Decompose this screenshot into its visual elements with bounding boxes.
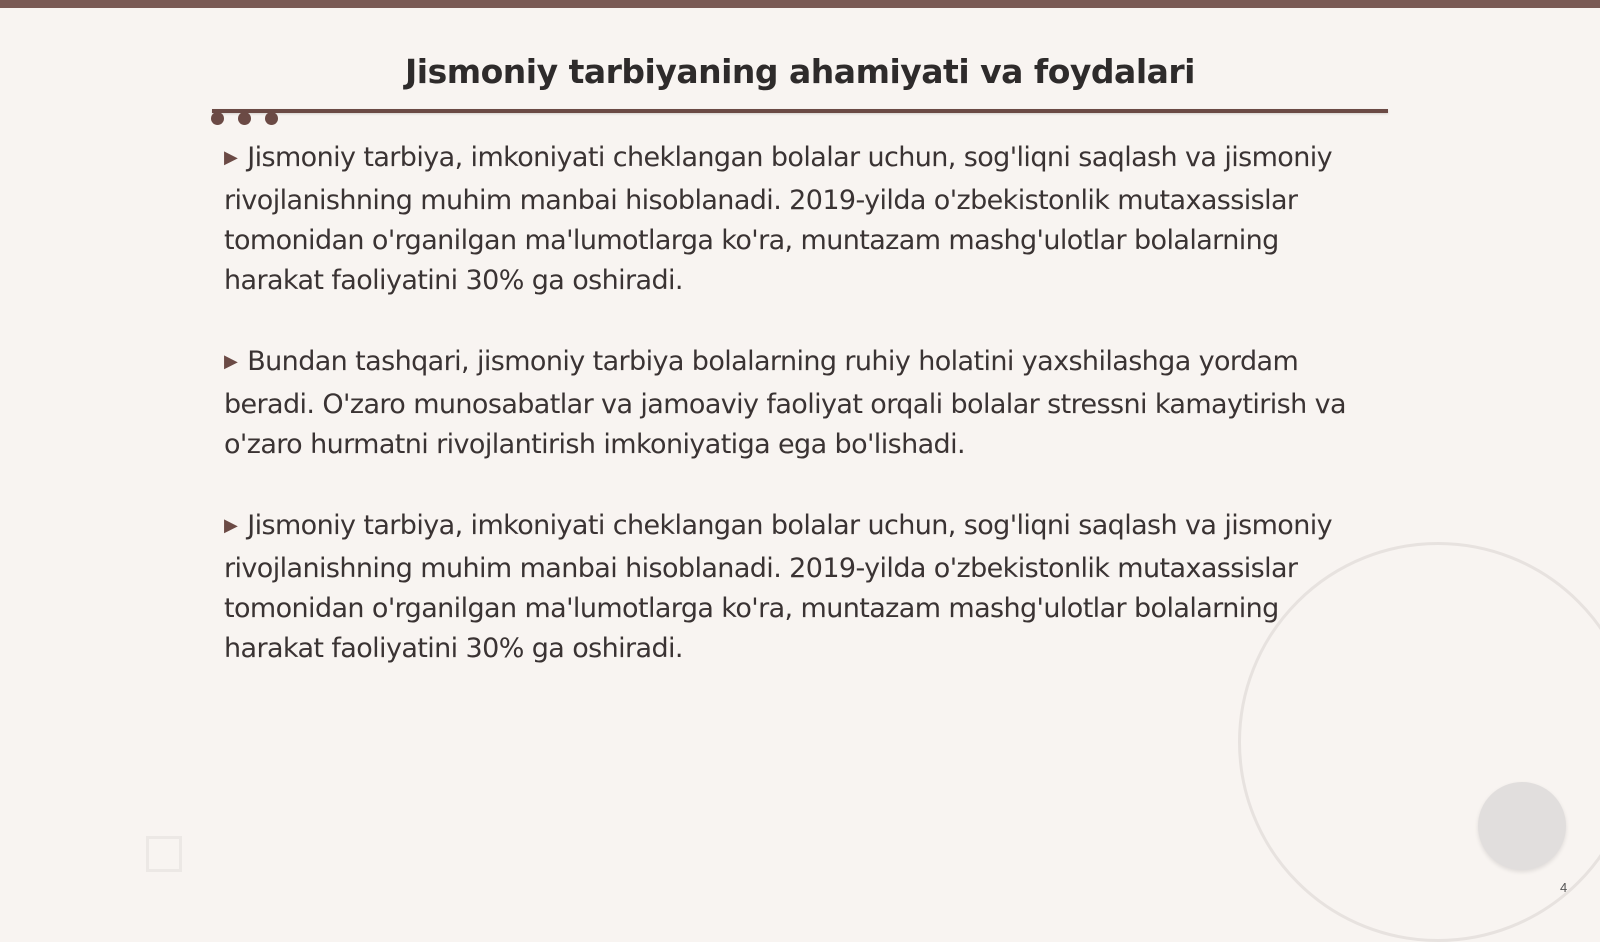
triangle-right-icon: ▶ — [224, 515, 238, 536]
paragraph-text: Jismoniy tarbiya, imkoniyati cheklangan bolalar uchun, sog'liqni saqlash va jismoniy rivojlanishning muhim manbai hisoblanadi. 2019-yilda o'zbekistonlik mutaxassislar tomonidan o'rganilgan ma'lumotlarga ko'ra, muntazam mashg'ulotlar bolalarning harakat faoliyatini 30% ga oshiradi. — [224, 142, 1333, 296]
page-number: 4 — [1560, 880, 1568, 895]
bullet-paragraph — [224, 342, 1364, 465]
paragraph-text: Bundan tashqari, jismoniy tarbiya bolalarning ruhiy holatini yaxshilashga yordam beradi. O'zaro munosabatlar va jamoaviy faoliyat orqali bolalar stressni kamaytirish va o'zaro hurmatni rivojlantirish imkoniyatiga ega bo'lishadi. — [224, 346, 1346, 460]
slide-title: Jismoniy tarbiyaning ahamiyati va foydalari — [405, 52, 1195, 91]
title-divider — [212, 109, 1388, 113]
triangle-right-icon: ▶ — [224, 147, 238, 168]
divider-dot — [238, 112, 251, 125]
triangle-right-icon: ▶ — [224, 351, 238, 372]
paragraph-text: Jismoniy tarbiya, imkoniyati cheklangan bolalar uchun, sog'liqni saqlash va jismoniy rivojlanishning muhim manbai hisoblanadi. 2019-yilda o'zbekistonlik mutaxassislar tomonidan o'rganilgan ma'lumotlarga ko'ra, muntazam mashg'ulotlar bolalarning harakat faoliyatini 30% ga oshiradi. — [224, 510, 1333, 664]
divider-dot — [211, 112, 224, 125]
decorative-circle — [1478, 782, 1566, 870]
divider-dot — [265, 112, 278, 125]
bullet-paragraph — [224, 138, 1364, 301]
decorative-square — [146, 836, 182, 872]
top-accent-bar — [0, 0, 1600, 8]
bullet-paragraph — [224, 506, 1364, 669]
slide-body — [224, 138, 1364, 710]
